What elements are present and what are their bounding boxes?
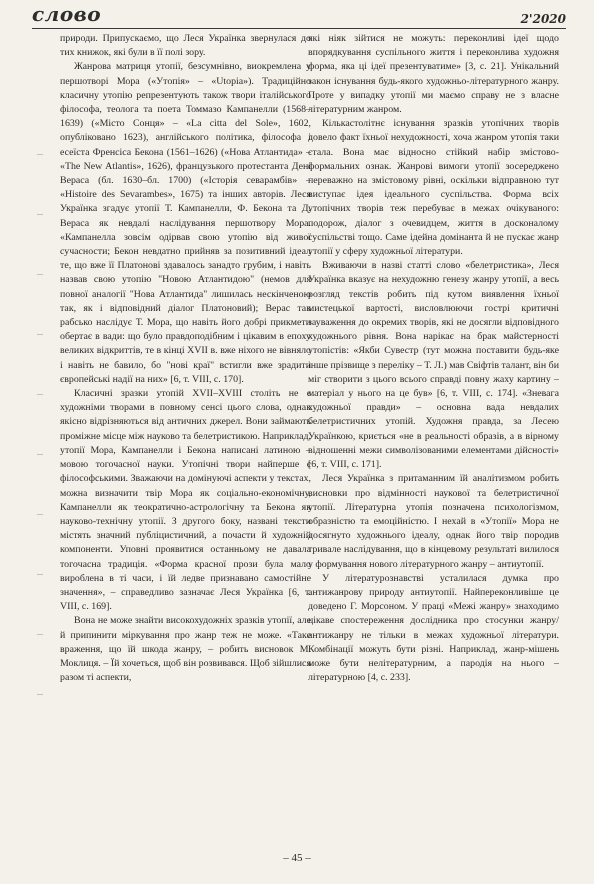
margin-tick [37, 454, 43, 455]
margin-tick [37, 574, 43, 575]
margin-tick [37, 334, 43, 335]
paragraph: У літературознавстві усталилася думка про антижанрову природу антиутопії. Найпереконливіше це доведено Г. Морсоном. У праці «Межі жанру» знаходимо цікаве спостереження дослідника про стосунки жанру/антижанру не тільки в межах художньої літератури. Комбінації можуть бути різні. Наприклад, жанр-мішень може бути нелітературним, а пародія на нього – літературною [4, с. 233]. [308, 572, 559, 684]
right-column [308, 32, 559, 850]
paragraph: природи. Припускаємо, що Леся Українка звернулася до тих книжок, які були в її полі зору. [60, 33, 311, 59]
paragraph: Класичні зразки утопій XVII–XVIII століть не є художніми творами в повному сенсі цього слова, однак якісно відрізняються від античних джерел. Вони займають проміжне місце між науково та белетристикою. Наприклад, утопії Мора, Кампанелли і Бекона написані латиною – мовою тогочасної науки. Утопічні твори найперше є філософськими. Зважаючи на домінуючі аспекти у текстах, можна визначити твір Мора як соціально-економічну, Кампанелли як теократично-астрологічну та Бекона як науково-технічну утопії. З другого боку, названі тексти містять значний публіцистичний, а почасти й художній компоненти. Уповні проявитися останньому не давала тогочасна традиція. «Форма красної прози була мало вироблена в ті часи, і їй ледве признавано самостійне значення», – справедливо зазначає Леся Українка [6, т. VIII, с. 169]. [60, 388, 311, 613]
paragraph: Вона не може знайти високохудожніх зразків утопії, але й припинити міркування про жанр теж не може. «Таке враження, що їй шкода жанру, – робить висновок М. Моклиця. – Їй хочеться, щоб він розвивався. Щоб зійшлися разом ті аспекти, [60, 615, 311, 684]
margin-tick [37, 154, 43, 155]
journal-brand: слово [32, 2, 102, 26]
paragraph: які ніяк зійтися не можуть: переконливі ідеї щодо впорядкування суспільного життя і переконлива художня форма, яка ці ідеї презентуватиме» [3, с. 21]. Унікальний закон існування будь-якого художньо-літературного жанру. Проте у випадку утопії ми маємо справу не з власне літературним жанром. [308, 33, 559, 116]
margin-tick [37, 634, 43, 635]
margin-marks [34, 34, 46, 854]
margin-tick [37, 394, 43, 395]
paragraph: Вживаючи в назві статті слово «белетристика», Леся Українка вказує на нехудожню генезу жанру утопії, а весь розгляд текстів робить під кутом виявлення їхньої мистецької вартості, висловлюючи гострі критичні зауваження до окремих творів, які не досягли відповідного художнього рівня. Вона нарікає на брак майстерності утопістів: «Якби Сувестр (тут можна поставити будь-яке інше прізвище з переліку – Т. Л.) мав Свіфтів талант, він би міг створити з цього всього справді повну жаху картину – матеріал у нього на це був» [6, т. VIII, с. 174]. «Зневага художньої правди» – основна вада невдалих белетристичних утопій. Художня правда, за Лесею Українкою, криється «не в реальності образів, а в вірному відношенні межи символізованими елементами дійсності» [6, т. VIII, с. 171]. [308, 260, 559, 471]
paragraph: Жанрова матриця утопії, безсумнівно, виокремлена у першотворі Мора («Утопія» – «Utopia»). Традиційно класичну утопію репрезентують також твори італійського філософа, теолога та поета Томмазо Кампанелли (1568–1639) («Місто Сонця» – «La citta del Sole», 1602, опубліковано 1623), англійського політика, філософа і есеїста Френсіса Бекона (1561–1626) («Нова Атлантида» – «The New Atlantis», 1626), французького протестанта Дені Вераса (бл. 1630–бл. 1700) («Історія севарамбів» – «Histoire des Sevarambes», 1675) та інших авторів. Леся Українка згадує утопії Т. Кампанелли, Ф. Бекона та Д. Вераса як невдалі наслідування першотвору Мора. «Кампанелла зовсім одірвав свою утопію від живої сучасности; Бекон невдатно прийняв за позитивний ідеал те, що вже її Платонові здавалось занадто грубим, і навіть назвав свою утопію "Новою Атлантидою" (немов для повної аналогії "Нова Атлантида" лишилась нескінченою так, як і відповідний діалог Платоновий); Верас так рабсько наслідує Т. Мора, що навіть його добрі прикмети обертає в вади: що було правдоподібним і цікавим в епоху великих відкриттів, те в кінці XVII в. вже ніхого не вівняло і навіть не бавило, бо "нові краї" встигли вже зрадити європейські надії на них» [6, т. VIII, с. 170]. [60, 61, 311, 385]
page-header [32, 4, 566, 28]
issue-number: 2'2020 [520, 12, 566, 26]
margin-tick [37, 274, 43, 275]
margin-tick [37, 694, 43, 695]
header-rule [32, 28, 566, 29]
paragraph: Кількастолітнє існування зразків утопічних творів довело факт їхньої нехудожності, хоча жанром утопія таки стала. Вона має відносно стійкий набір змістово-формальних ознак. Жанрові вимоги утопії зосереджено переважно на змістовому рівні, оскільки відправною тут виступає ідея ідеального суспільства. Форма всіх утопічних творів теж перебуває в межах очікуваного: подорож, діалог з очевидцем, життя в досконалому суспільстві тощо. Саме ідейна домінанта й не пускає жанр утопії у сферу художньої літератури. [308, 118, 559, 258]
left-column [60, 32, 311, 850]
page-number: – 45 – [283, 852, 311, 864]
paragraph: Леся Українка з притаманним їй аналітизмом робить висновки про відмінності наукової та белетристичної утопії. Літературна утопія позначена психологізмом, образністю та емоційністю. І нехай в «Утопії» Мора не досягнуто художнього ідеалу, однак його твір породив тривале наслідування, що в кінцевому результаті вилилося у формування нового літературного жанру – антиутопії. [308, 473, 559, 570]
margin-tick [37, 214, 43, 215]
margin-tick [37, 514, 43, 515]
